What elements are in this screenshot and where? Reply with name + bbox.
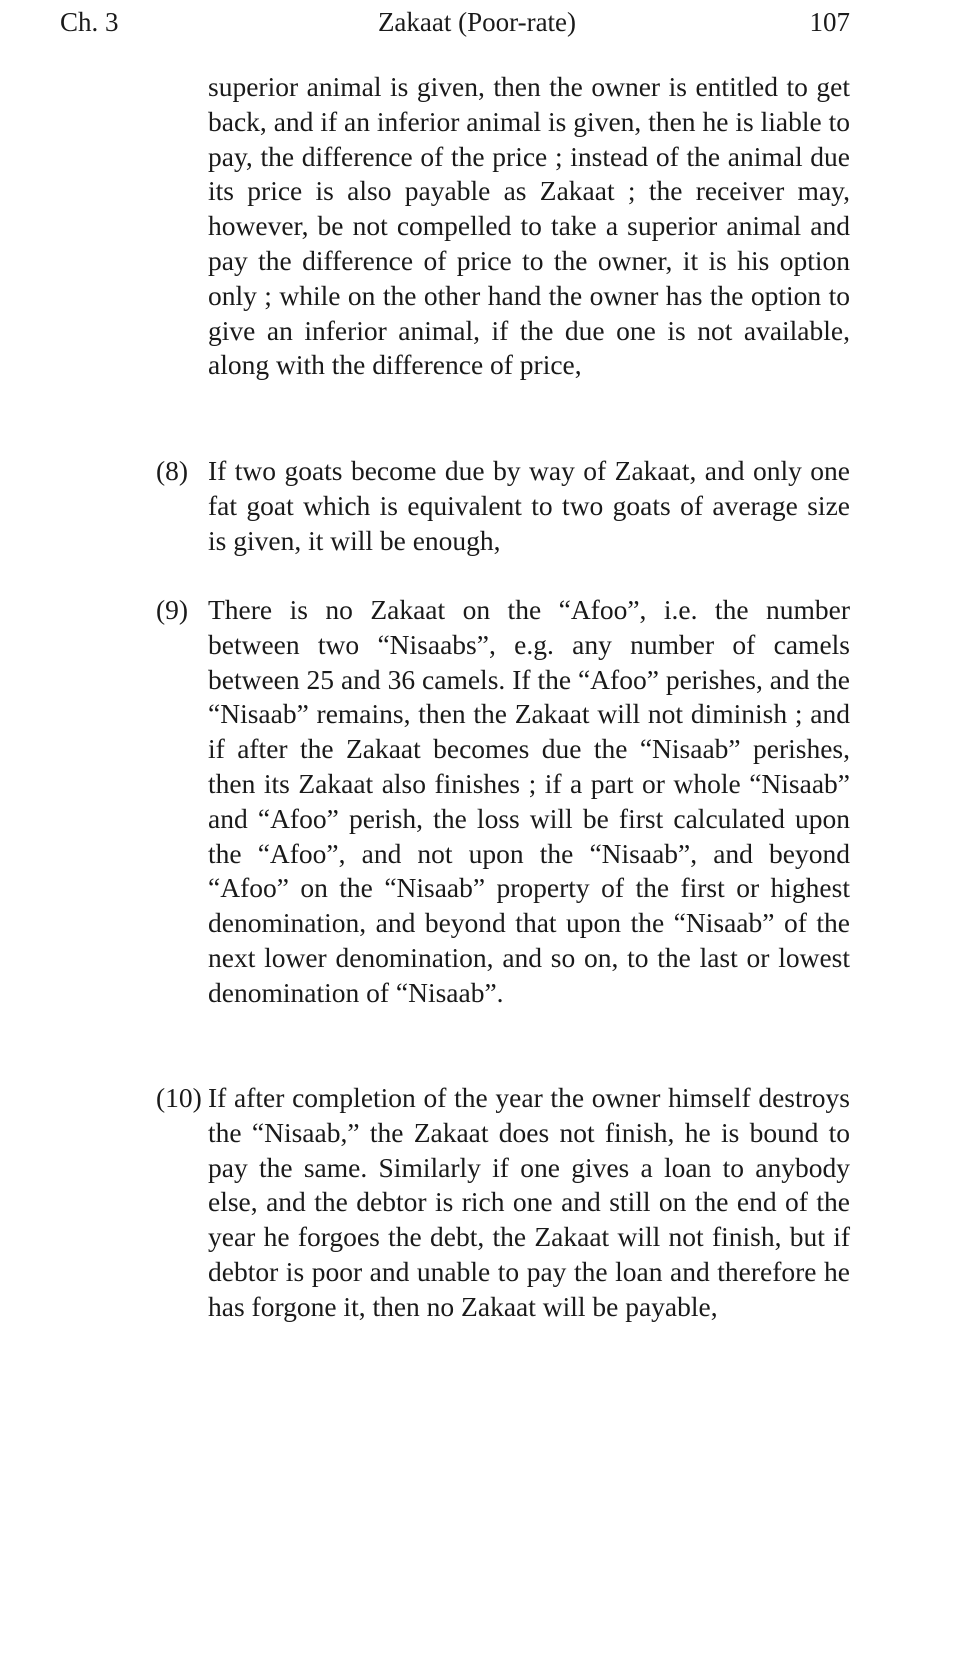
item-number: (10) bbox=[156, 1082, 202, 1113]
page-title: Zakaat (Poor-rate) bbox=[377, 7, 577, 37]
item-number: (9) bbox=[156, 594, 189, 625]
item-text: If after completion of the year the owner himself destroys the “Nisaab,” the Zakaat does not finish, he is bound to pay the same. Similarly if one gives a loan to anybody else, and the debtor is rich one and still on the end of the year he forgoes the debt, the Zakaat will not finish, but if debtor is poor and unable to pay the loan and therefore he has forgone it, then no Zakaat will be payable, bbox=[208, 1082, 850, 1322]
chapter-label: Ch. 3 bbox=[60, 7, 119, 37]
page-number: 107 bbox=[809, 7, 850, 37]
item-number: (8) bbox=[156, 455, 189, 486]
list-item-9 bbox=[156, 593, 850, 1011]
continuation-text: superior animal is given, then the owner is entitled to get back, and if an inferior animal is given, then he is liable to pay, the difference of the price ; instead of the animal due its price is also payable as Zakaat ; the receiver may, however, be not compelled to take a superior animal and pay the difference of price to the owner, it is his option only ; while on the other hand the owner has the option to give an inferior animal, if the due one is not available, along with the difference of price, bbox=[208, 71, 850, 381]
list-item-10 bbox=[156, 1081, 850, 1325]
item-text: If two goats become due by way of Zakaat, and only one fat goat which is equivalent to two goats of average size is given, it will be enough, bbox=[208, 455, 850, 556]
list-item-8 bbox=[156, 454, 850, 558]
continuation-paragraph bbox=[208, 70, 850, 383]
item-text: There is no Zakaat on the “Afoo”, i.e. the number between two “Nisaabs”, e.g. any number of camels between 25 and 36 camels. If the “Afoo” perishes, and the “Nisaab” remains, then the Zakaat will not diminish ; and if after the Zakaat becomes due the “Nisaab” perishes, then its Zakaat also finishes ; if a part or whole “Nisaab” and “Afoo” perish, the loss will be first calculated upon the “Afoo”, and not upon the “Nisaab”, and beyond “Afoo” on the “Nisaab” property of the first or highest denomination, and beyond that upon the “Nisaab” of the next lower denomination, and so on, to the last or lowest denomination of “Nisaab”. bbox=[208, 594, 850, 1008]
page-header bbox=[60, 4, 850, 40]
